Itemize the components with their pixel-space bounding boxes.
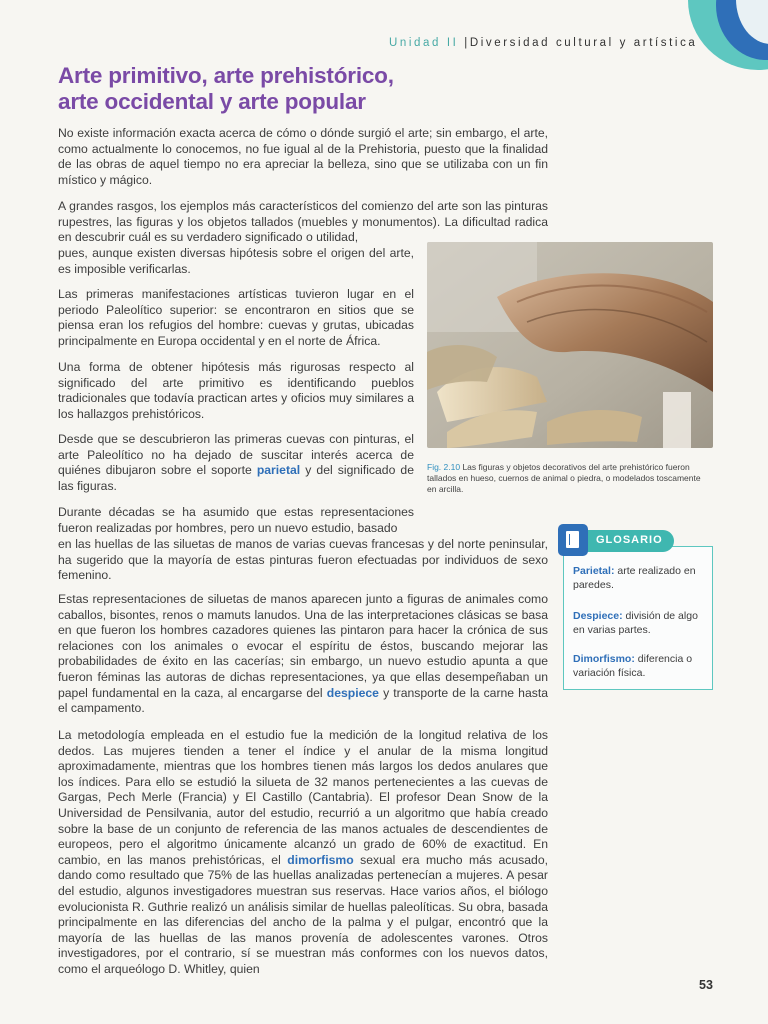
paragraph-8-end: sexual era mucho más acusado, dando como resultado que 75% de las huellas analizadas pertenecían a mujeres. A pesar del estudio, algunos investigadores muestran sus reservas. Hace varios años, el biólogo evolucionista R. Guthrie realizó un análisis similar de huellas paleolíticas. Su obra, basada principalmente en las diferencias del ancho de la palma y el pulgar, encontró que la mayoría de las huellas de las manos provenía de adolescentes varones. Otros investigadores, por el contrario, sí se muestran más conformes con los nuevos datos, como el arqueólogo D. Whitley, quien bbox=[58, 852, 548, 976]
paragraph-6-continued: en las huellas de las siluetas de manos de varias cuevas francesas y del norte peninsular, ha sugerido que la mayoría de estas pinturas fueron efectuadas por individuos de sexo femenino. bbox=[58, 537, 548, 583]
figure-caption-text: Las figuras y objetos decorativos del arte prehistórico fueron tallados en hueso, cuernos de animal o piedra, o modelados toscamente en arcilla. bbox=[427, 462, 701, 494]
title-line-2: arte occidental y arte popular bbox=[58, 89, 366, 114]
header-topic: Diversidad cultural y artística bbox=[469, 37, 698, 49]
paragraph-7 bbox=[58, 592, 548, 717]
page-number: 53 bbox=[699, 978, 713, 992]
running-header bbox=[389, 37, 697, 49]
glossary-term: Despiece: bbox=[573, 610, 623, 622]
paragraph-7-start: Estas representaciones de siluetas de manos aparecen junto a figuras de animales como caballos, bisontes, renos o mamuts lanudos. Una de las interpretaciones clásicas se basa en que fueron los hombres cazadores quienes las pintaron para hacer la crónica de sus relaciones con los animales o evocar el espíritu de éstos, buscando mejorar las probabilidades de éxito en las cacerías; sin embargo, un nuevo estudio apunta a que fueron féminas las autoras de dichas representaciones, ya que ellas desempeñaban un papel fundamental en la caza, al encargarse del bbox=[58, 592, 548, 700]
paragraph-5 bbox=[58, 432, 414, 494]
paragraph-2-continued: pues, aunque existen diversas hipótesis sobre el origen del arte, es imposible verificarlas. bbox=[58, 246, 414, 276]
paragraph-8-start: La metodología empleada en el estudio fue la medición de la longitud relativa de los dedos. Las mujeres tienden a tener el índice y el anular de la misma longitud aproximadamente, mientras que los hombres tienen más largos los dedos anulares que los índices. Para ello se estudió la silueta de 32 manos pertenecientes a las cuevas de Gargas, Pech Merle (Francia) y El Castillo (Cantabria). El profesor Dean Snow de la Universidad de Pensilvania, autor del estudio, recurrió a un algoritmo que había creado sobre la base de un conjunto de referencia de las manos actuales de descendientes de europeos, pero el algoritmo únicamente alcanzó un grado de 60% de exactitud. En cambio, en las manos prehistóricas, el bbox=[58, 728, 548, 867]
glossary-definition: división de algo en varias partes. bbox=[573, 610, 698, 636]
glossary-term: Dimorfismo: bbox=[573, 653, 635, 665]
figure-label: Fig. 2.10 bbox=[427, 462, 461, 472]
paragraph-6: Durante décadas se ha asumido que estas representaciones fueron realizadas por hombres, pero un nuevo estudio, basado bbox=[58, 505, 414, 535]
paragraph-2: A grandes rasgos, los ejemplos más característicos del comienzo del arte son las pinturas rupestres, las figuras y los objetos tallados (muebles y monumentos). La dificultad radica en descubrir cuál es su verdadero significado o utilidad, bbox=[58, 199, 548, 245]
paragraph-5-end: y del significado de las figuras. bbox=[58, 463, 414, 493]
book-icon bbox=[558, 524, 588, 556]
paragraph-4: Una forma de obtener hipótesis más rigurosas respecto al significado del arte primitivo es identificando pueblos tradicionales que todavía practican artes y oficios muy similares a los hallazgos prehistóricos. bbox=[58, 360, 414, 421]
title-line-1: Arte primitivo, arte prehistórico, bbox=[58, 63, 394, 88]
paragraph-5-start: Desde que se descubrieron las primeras cuevas con pinturas, el arte Paleolítico no ha dejado de suscitar interés acerca de quiénes dibujaron sobre el soporte bbox=[58, 432, 414, 478]
artifact-photo bbox=[427, 242, 713, 448]
keyword-dimorfismo: dimorfismo bbox=[287, 852, 354, 867]
glossary-term: Parietal: bbox=[573, 565, 615, 577]
glossary-item-parietal bbox=[573, 564, 705, 592]
glossary-item-dimorfismo bbox=[573, 652, 705, 680]
paragraph-1: No existe información exacta acerca de cómo o dónde surgió el arte; sin embargo, el arte, como actualmente lo conocemos, no fue igual al de la Prehistoria, puesto que la finalidad de las obras de aquel tiempo no era apreciar la belleza, sino que se utilizaba con un fin místico y mágico. bbox=[58, 126, 548, 187]
keyword-despiece: despiece bbox=[326, 685, 379, 700]
glossary-item-despiece bbox=[573, 609, 705, 637]
paragraph-3: Las primeras manifestaciones artísticas tuvieron lugar en el periodo Paleolítico superior: se encontraron en sitios que se piensa eran los refugios del hombre: cuevas y grutas, ubicadas principalmente en Europa occidental y en el norte de África. bbox=[58, 287, 414, 348]
paragraph-8 bbox=[58, 728, 548, 978]
header-unit: Unidad II bbox=[389, 37, 459, 49]
keyword-parietal: parietal bbox=[256, 463, 301, 478]
glossary-heading: GLOSARIO bbox=[596, 534, 663, 546]
paragraph-7-end: y transporte de la carne hasta el campamento. bbox=[58, 685, 548, 716]
glossary-definition: diferencia o variación física. bbox=[573, 653, 693, 679]
figure-caption bbox=[427, 462, 712, 495]
header-separator: | bbox=[464, 37, 470, 49]
glossary-definition: arte realizado en paredes. bbox=[573, 565, 696, 591]
bone-artifacts-image bbox=[427, 242, 713, 448]
page-title bbox=[58, 63, 478, 115]
